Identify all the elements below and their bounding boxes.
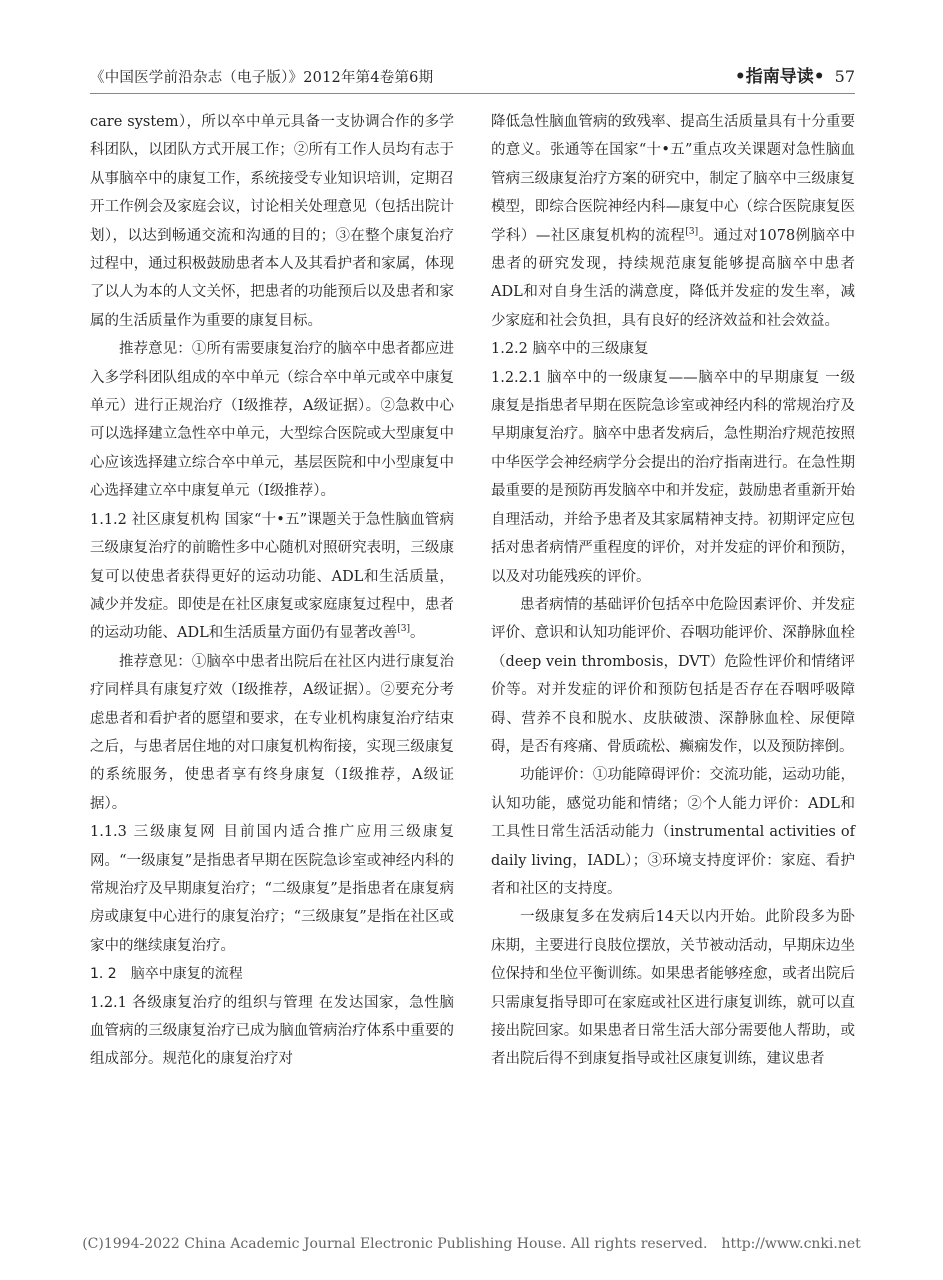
section-label: •指南导读• <box>734 67 825 87</box>
paragraph: 功能评价：①功能障碍评价：交流功能，运动功能，认知功能，感觉功能和情绪；②个人能力评价：ADL和工具性日常生活活动能力（instrumental activities of daily living，IADL）；③环境支持度评价：家庭、看护者和社区的支持度。 <box>491 767 855 897</box>
journal-citation: 《中国医学前沿杂志（电子版）》2012年第4卷第6期 <box>90 70 434 86</box>
paragraph-text: 1.1.2 社区康复机构 国家“十•五”课题关于急性脑血管病三级康复治疗的前瞻性多中心随机对照研究表明，三级康复可以使患者获得更好的运动功能、ADL和生活质量，减少并发症。即使是在社区康复或家庭康复过程中，患者的运动功能、ADL和生活质量方面仍有显著改善 <box>90 511 454 642</box>
section-label-group <box>735 62 855 87</box>
copyright-footer: (C)1994-2022 China Academic Journal Electronic Publishing House. All rights reserved. http://www.cnki.net <box>82 1236 861 1252</box>
recommendation-paragraph: 推荐意见：①脑卒中患者出院后在社区内进行康复治疗同样具有康复疗效（Ⅰ级推荐，A级证据）。②要充分考虑患者和看护者的愿望和要求，在专业机构康复治疗结束之后，与患者居住地的对口康复机构衔接，实现三级康复的系统服务，使患者享有终身康复（Ⅰ级推荐，A级证据）。 <box>90 653 454 812</box>
section-paragraph-1-2-1: 1.2.1 各级康复治疗的组织与管理 在发达国家，急性脑血管病的三级康复治疗已成为脑血管病治疗体系中重要的组成部分。规范化的康复治疗对 <box>90 994 454 1068</box>
section-heading-1-2: 1. 2 脑卒中康复的流程 <box>90 966 243 983</box>
recommendation-paragraph: 推荐意见：①所有需要康复治疗的脑卒中患者都应进入多学科团队组成的卒中单元（综合卒中单元或卒中康复单元）进行正规治疗（Ⅰ级推荐，A级证据）。②急救中心可以选择建立急性卒中单元，大型综合医院或大型康复中心应该选择建立综合卒中单元，基层医院和中小型康复中心选择建立卒中康复单元（Ⅰ级推荐）。 <box>90 341 454 500</box>
paragraph: care system），所以卒中单元具备一支协调合作的多学科团队，以团队方式开展工作；②所有工作人员均有志于从事脑卒中的康复工作，系统接受专业知识培训，定期召开工作例会及家庭会议，讨论相关处理意见（包括出院计划），以达到畅通交流和沟通的目的；③在整个康复治疗过程中，通过积极鼓励患者本人及其看护者和家属，体现了以人为本的人文关怀，把患者的功能预后以及患者和家属的生活质量作为重要的康复目标。 <box>90 114 454 329</box>
paragraph <box>491 108 855 335</box>
section-heading-1-2-2: 1.2.2 脑卒中的三级康复 <box>491 341 649 358</box>
right-column <box>491 108 855 1074</box>
page-number: 57 <box>834 67 855 86</box>
paragraph: 患者病情的基础评价包括卒中危险因素评价、并发症评价、意识和认知功能评价、吞咽功能评价、深静脉血栓（deep vein thrombosis，DVT）危险性评价和情绪评价等。对并发症的评价和预防包括是否存在吞咽呼吸障碍、营养不良和脱水、皮肤破溃、深静脉血栓、尿便障碍，是否有疼痛、骨质疏松、癫痫发作，以及预防摔倒。 <box>491 596 855 755</box>
citation-ref: [3] <box>397 624 410 635</box>
header-divider <box>90 93 855 94</box>
section-paragraph-1-1-2 <box>90 506 454 648</box>
section-paragraph-1-2-2-1: 1.2.2.1 脑卒中的一级康复——脑卒中的早期康复 一级康复是指患者早期在医院急诊室或神经内科的常规治疗及早期康复治疗。脑卒中患者发病后，急性期治疗规范按照中华医学会神经病学分会提出的治疗指南进行。在急性期最重要的是预防再发脑卒中和并发症，鼓励患者重新开始自理活动，并给予患者及其家属精神支持。初期评定应包括对患者病情严重程度的评价，对并发症的评价和预防，以及对功能残疾的评价。 <box>491 369 855 585</box>
paragraph: 一级康复多在发病后14天以内开始。此阶段多为卧床期，主要进行良肢位摆放，关节被动活动，早期床边坐位保持和坐位平衡训练。如果患者能够痊愈，或者出院后只需康复指导即可在家庭或社区进行康复训练，就可以直接出院回家。如果患者日常生活大部分需要他人帮助，或者出院后得不到康复指导或社区康复训练，建议患者 <box>491 909 855 1068</box>
running-header <box>90 66 855 92</box>
paragraph-text: 降低急性脑血管病的致残率、提高生活质量具有十分重要的意义。张通等在国家“十•五”重点攻关课题对急性脑血管病三级康复治疗方案的研究中，制定了脑卒中三级康复模型，即综合医院神经内科—康复中心（综合医院康复医学科）—社区康复机构的流程 <box>491 114 855 244</box>
left-column <box>90 108 454 1074</box>
section-paragraph-1-1-3: 1.1.3 三级康复网 目前国内适合推广应用三级康复网。“一级康复”是指患者早期在医院急诊室或神经内科的常规治疗及早期康复治疗；“二级康复”是指患者在康复病房或康复中心进行的康复治疗；“三级康复”是指在社区或家中的继续康复治疗。 <box>90 824 454 954</box>
citation-ref: [3] <box>685 226 699 237</box>
paragraph-text-cont: 。通过对1078例脑卒中患者的研究发现，持续规范康复能够提高脑卒中患者ADL和对自身生活的满意度，降低并发症的发生率，减少家庭和社会负担，具有良好的经济效益和社会效益。 <box>491 227 856 329</box>
paragraph-end: 。 <box>409 625 425 642</box>
